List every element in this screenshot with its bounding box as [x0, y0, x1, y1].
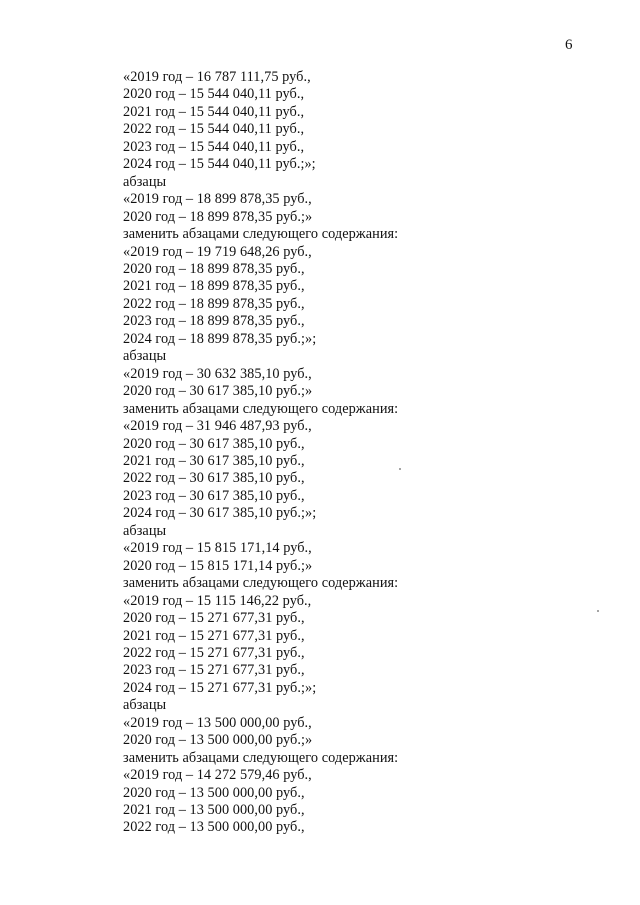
- text-line: «2019 год – 31 946 487,93 руб.,: [123, 418, 312, 435]
- text-line: 2020 год – 13 500 000,00 руб.;»: [123, 732, 313, 749]
- text-line: «2019 год – 15 115 146,22 руб.,: [123, 592, 312, 609]
- text-line: 2021 год – 30 617 385,10 руб.,: [123, 452, 305, 469]
- text-line: 2023 год – 30 617 385,10 руб.,: [123, 487, 305, 504]
- text-line: 2020 год – 30 617 385,10 руб.;»: [123, 383, 313, 400]
- text-line: «2019 год – 14 272 579,46 руб.,: [123, 767, 312, 784]
- text-line: «2019 год – 30 632 385,10 руб.,: [123, 365, 312, 382]
- text-line: 2024 год – 18 899 878,35 руб.;»;: [123, 330, 317, 347]
- text-line: 2023 год – 15 271 677,31 руб.,: [123, 662, 305, 679]
- text-line: 2023 год – 18 899 878,35 руб.,: [123, 313, 305, 330]
- text-line: 2024 год – 15 544 040,11 руб.;»;: [123, 156, 316, 173]
- text-line: «2019 год – 13 500 000,00 руб.,: [123, 714, 312, 731]
- text-line: 2022 год – 15 271 677,31 руб.,: [123, 644, 305, 661]
- text-line: 2021 год – 18 899 878,35 руб.,: [123, 278, 305, 295]
- scan-speck: [597, 610, 599, 612]
- text-line: 2020 год – 15 544 040,11 руб.,: [123, 86, 305, 103]
- text-line: 2024 год – 15 271 677,31 руб.;»;: [123, 679, 317, 696]
- text-line: 2021 год – 15 271 677,31 руб.,: [123, 627, 305, 644]
- text-line: 2020 год – 30 617 385,10 руб.,: [123, 435, 305, 452]
- amendment-text: [123, 69, 398, 837]
- text-line: 2020 год – 15 271 677,31 руб.,: [123, 610, 305, 627]
- text-line: заменить абзацами следующего содержания:: [123, 400, 399, 417]
- text-line: абзацы: [123, 348, 167, 365]
- text-line: 2022 год – 18 899 878,35 руб.,: [123, 295, 305, 312]
- text-line: 2022 год – 13 500 000,00 руб.,: [123, 819, 305, 836]
- text-line: «2019 год – 15 815 171,14 руб.,: [123, 540, 312, 557]
- text-line: 2022 год – 15 544 040,11 руб.,: [123, 121, 305, 138]
- text-line: заменить абзацами следующего содержания:: [123, 749, 399, 766]
- page-number: 6: [565, 37, 573, 53]
- text-line: 2020 год – 13 500 000,00 руб.,: [123, 784, 305, 801]
- text-line: 2023 год – 15 544 040,11 руб.,: [123, 138, 305, 155]
- text-line: абзацы: [123, 697, 167, 714]
- text-line: 2022 год – 30 617 385,10 руб.,: [123, 470, 305, 487]
- text-line: абзацы: [123, 522, 167, 539]
- text-line: 2020 год – 18 899 878,35 руб.,: [123, 260, 305, 277]
- text-line: 2020 год – 15 815 171,14 руб.;»: [123, 557, 313, 574]
- text-line: заменить абзацами следующего содержания:: [123, 575, 399, 592]
- text-line: 2024 год – 30 617 385,10 руб.;»;: [123, 505, 317, 522]
- text-line: «2019 год – 16 787 111,75 руб.,: [123, 69, 311, 85]
- text-line: 2021 год – 15 544 040,11 руб.,: [123, 103, 305, 120]
- scan-speck: [399, 468, 401, 470]
- text-line: 2021 год – 13 500 000,00 руб.,: [123, 802, 305, 819]
- text-line: 2020 год – 18 899 878,35 руб.;»: [123, 208, 313, 225]
- text-line: абзацы: [123, 173, 167, 190]
- text-line: «2019 год – 18 899 878,35 руб.,: [123, 191, 312, 208]
- text-line: «2019 год – 19 719 648,26 руб.,: [123, 243, 312, 260]
- text-line: заменить абзацами следующего содержания:: [123, 226, 399, 243]
